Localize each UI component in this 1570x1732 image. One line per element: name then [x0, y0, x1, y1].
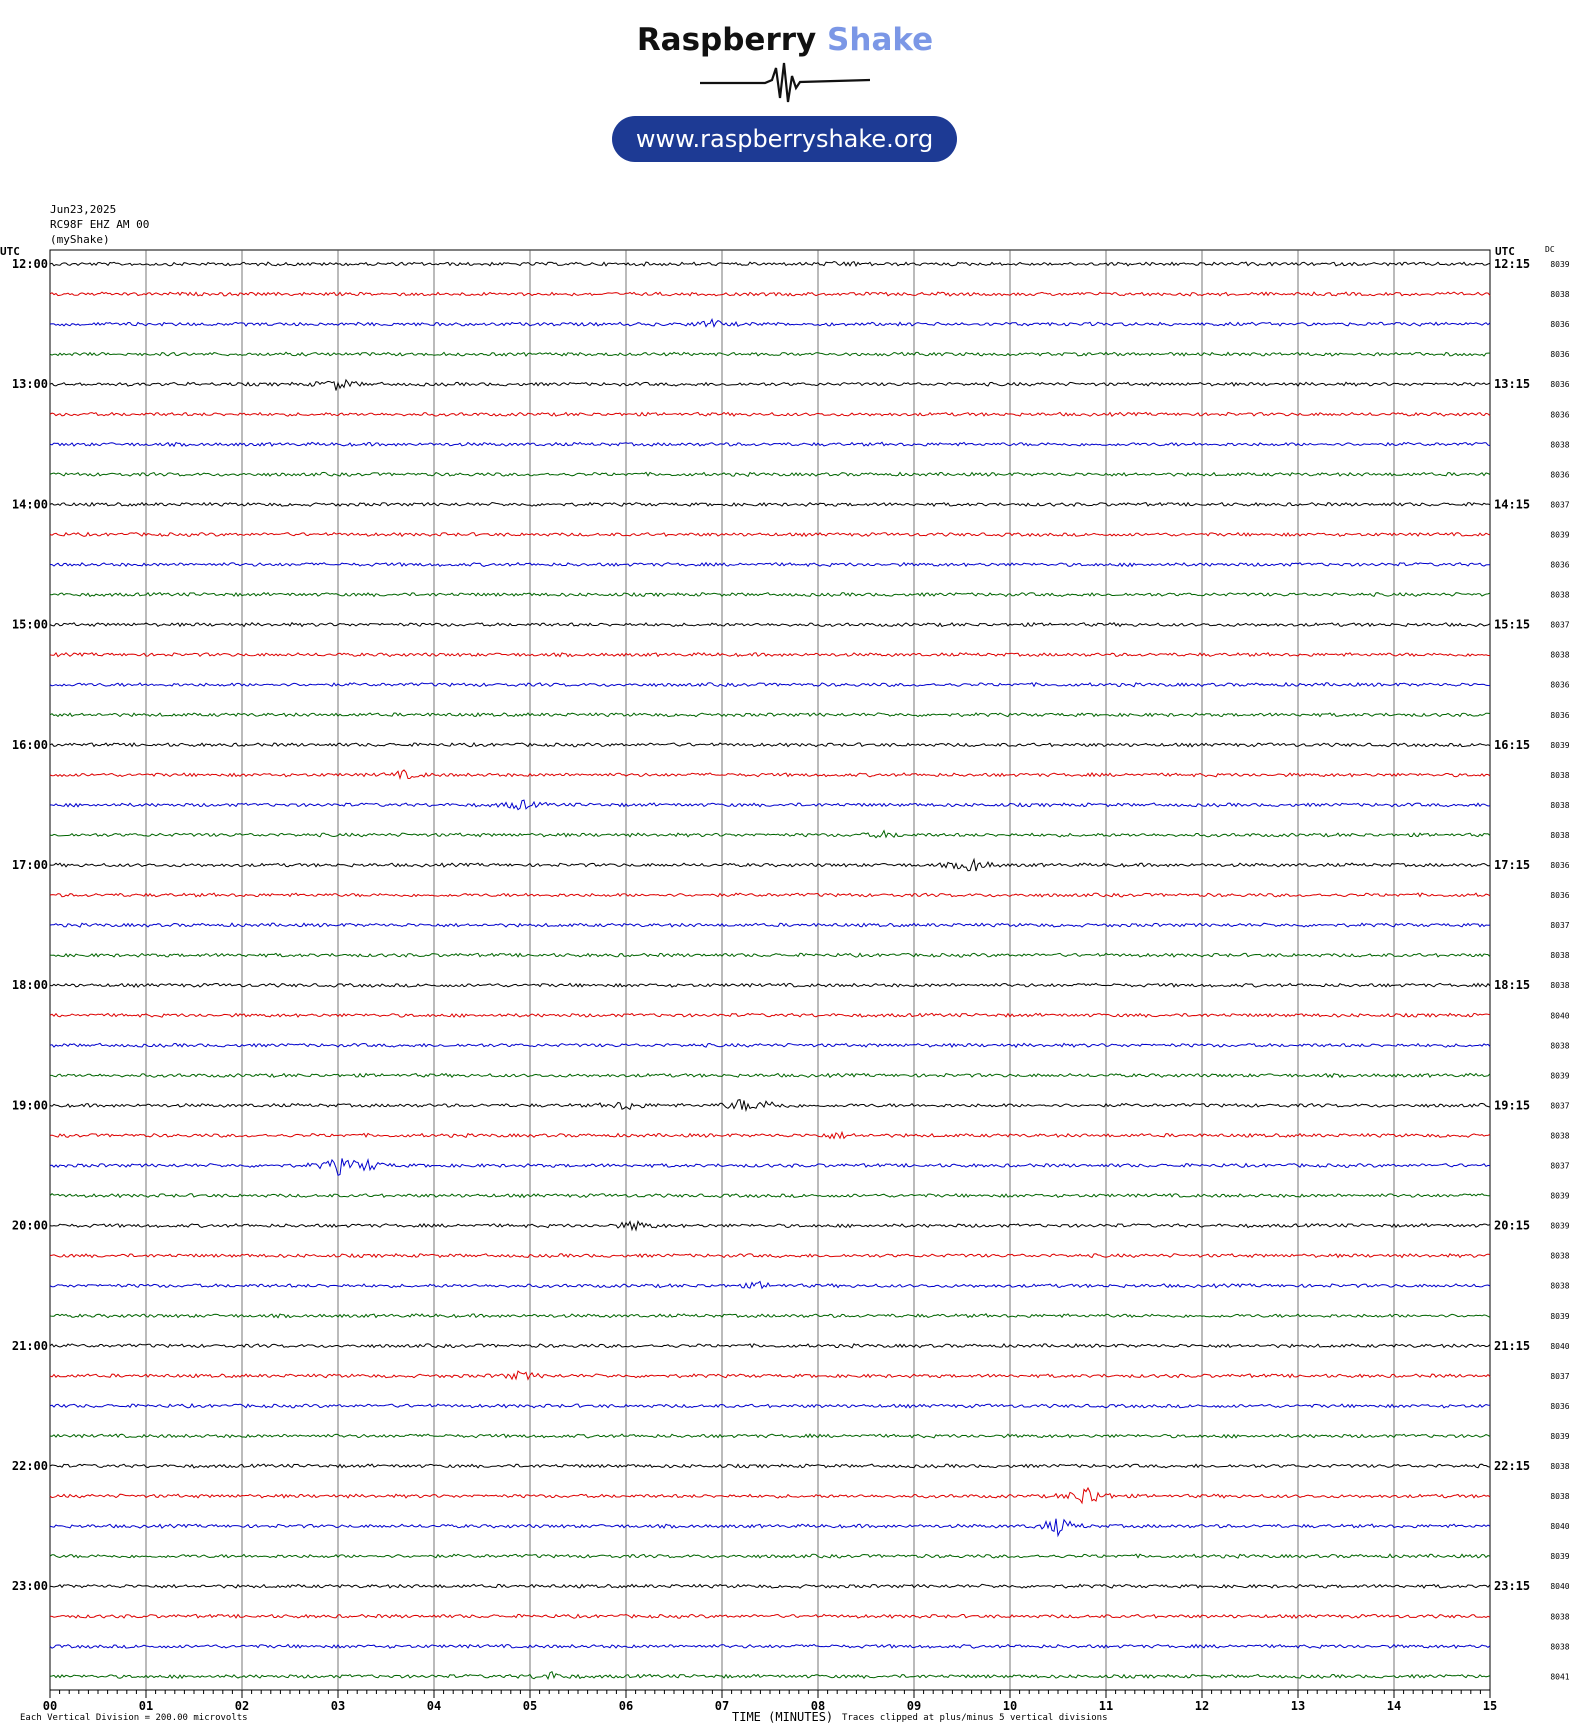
- hour-label-right: 22:15: [1494, 1459, 1531, 1473]
- seismic-trace: [50, 503, 1490, 507]
- dc-value: 8038: [1550, 830, 1570, 840]
- seismic-trace: [50, 770, 1490, 779]
- dc-value: 8040: [1550, 1011, 1570, 1021]
- hour-label-right: 17:15: [1494, 858, 1531, 872]
- hour-label-left: 18:00: [11, 978, 48, 993]
- seismic-trace: [50, 1221, 1490, 1230]
- hour-label-right: 19:15: [1494, 1098, 1531, 1113]
- dc-value: 8040: [1550, 1582, 1570, 1592]
- dc-value: 8039: [1550, 1071, 1570, 1081]
- dc-value: 8038: [1550, 290, 1570, 300]
- hour-label-left: 12:00: [11, 257, 48, 271]
- seismic-trace: [50, 262, 1490, 266]
- seismic-trace: [50, 743, 1490, 747]
- seismic-trace: [50, 1434, 1490, 1438]
- seismic-trace: [50, 1584, 1490, 1588]
- dc-value: 8036: [1550, 861, 1570, 870]
- dc-value: 8038: [1550, 770, 1570, 780]
- hour-label-left: 16:00: [11, 737, 48, 752]
- dc-value: 8039: [1550, 1191, 1570, 1201]
- seismic-trace: [50, 1132, 1490, 1138]
- x-tick-label: 02: [234, 1699, 250, 1713]
- seismic-wave-logo-icon: [700, 58, 870, 108]
- x-tick-label: 12: [1194, 1699, 1210, 1713]
- dc-value: 8038: [1550, 981, 1570, 991]
- dc-value: 8038: [1550, 1492, 1570, 1502]
- hour-label-left: 19:00: [11, 1098, 48, 1113]
- hour-label-left: 20:00: [11, 1218, 48, 1233]
- dc-value: 8038: [1550, 800, 1570, 810]
- seismic-trace: [50, 923, 1490, 927]
- x-tick-label: 00: [42, 1699, 58, 1713]
- dc-value: 8038: [1550, 1642, 1570, 1652]
- seismic-trace: [50, 442, 1490, 446]
- seismic-trace: [50, 953, 1490, 957]
- x-tick-label: 07: [714, 1699, 730, 1713]
- dc-value: 8036: [1550, 380, 1570, 390]
- seismic-trace: [50, 1282, 1490, 1289]
- dc-value: 8036: [1550, 410, 1570, 420]
- x-tick-label: 13: [1290, 1699, 1306, 1713]
- dc-value: 8039: [1550, 1552, 1570, 1562]
- hour-label-right: 14:15: [1494, 497, 1531, 512]
- seismic-trace: [50, 1344, 1490, 1348]
- dc-value: 8038: [1550, 1462, 1570, 1471]
- hour-label-left: 23:00: [11, 1579, 48, 1594]
- seismic-trace: [50, 1645, 1490, 1649]
- seismic-trace: [50, 1614, 1490, 1618]
- dc-value: 8036: [1550, 560, 1570, 570]
- seismic-trace: [50, 893, 1490, 897]
- x-tick-label: 15: [1482, 1699, 1498, 1713]
- seismic-trace: [50, 1314, 1490, 1318]
- x-tick-label: 08: [810, 1699, 826, 1713]
- dc-value: 8039: [1550, 740, 1570, 750]
- plot-date: Jun23,2025: [50, 203, 117, 216]
- hour-label-left: 21:00: [11, 1338, 48, 1353]
- utc-axis-label-right: UTC: [1495, 245, 1515, 258]
- hour-label-left: 15:00: [11, 617, 48, 632]
- hour-label-left: 22:00: [11, 1459, 48, 1473]
- seismic-trace: [50, 800, 1490, 810]
- dc-value: 8036: [1550, 320, 1570, 330]
- dc-value: 8038: [1550, 650, 1570, 660]
- x-tick-label: 04: [426, 1699, 442, 1713]
- hour-label-right: 21:15: [1494, 1338, 1531, 1353]
- brand-header: [0, 0, 1570, 185]
- hour-label-right: 12:15: [1494, 257, 1531, 271]
- hour-label-left: 13:00: [11, 377, 48, 392]
- dc-value: 8038: [1550, 440, 1570, 450]
- dc-value: 8036: [1550, 350, 1570, 360]
- seismic-trace: [50, 653, 1490, 657]
- plot-frame: [50, 250, 1490, 1690]
- seismic-trace: [50, 292, 1490, 296]
- x-tick-label: 11: [1098, 1699, 1114, 1713]
- dc-value: 8040: [1550, 1341, 1570, 1351]
- x-axis-title: TIME (MINUTES): [732, 1710, 834, 1724]
- seismic-trace: [50, 1464, 1490, 1468]
- dc-value: 8036: [1550, 1401, 1570, 1411]
- seismic-trace: [50, 472, 1490, 476]
- seismic-trace: [50, 983, 1490, 987]
- brand-logo-text: Raspberry Shake: [636, 22, 934, 58]
- seismic-trace: [50, 319, 1490, 326]
- hour-label-right: 13:15: [1494, 377, 1531, 392]
- seismic-trace: [50, 533, 1490, 537]
- seismic-trace: [50, 563, 1490, 567]
- dc-value: 8036: [1550, 891, 1570, 901]
- seismic-trace: [50, 1194, 1490, 1198]
- dc-value: 8038: [1550, 1251, 1570, 1261]
- seismic-trace: [50, 1519, 1490, 1536]
- station-id: RC98F EHZ AM 00: [50, 218, 150, 231]
- seismic-trace: [50, 1488, 1490, 1503]
- dc-value: 8037: [1550, 620, 1570, 630]
- dc-value: 8038: [1550, 1281, 1570, 1291]
- website-url-badge[interactable]: www.raspberryshake.org: [612, 116, 957, 162]
- hour-label-right: 23:15: [1494, 1579, 1531, 1594]
- dc-value: 8038: [1550, 1131, 1570, 1141]
- seismic-trace: [50, 831, 1490, 838]
- seismic-trace: [50, 623, 1490, 627]
- dc-value: 8040: [1550, 1522, 1570, 1532]
- dc-value: 8038: [1550, 1041, 1570, 1051]
- dc-value: 8036: [1550, 470, 1570, 480]
- x-tick-label: 03: [330, 1699, 346, 1713]
- seismic-trace: [50, 1672, 1490, 1679]
- x-tick-label: 01: [138, 1699, 154, 1713]
- dc-value: 8039: [1550, 1311, 1570, 1321]
- seismic-trace: [50, 1404, 1490, 1408]
- hour-label-right: 15:15: [1494, 617, 1531, 632]
- clip-note: Traces clipped at plus/minus 5 vertical divisions: [842, 1713, 1108, 1723]
- hour-label-right: 18:15: [1494, 978, 1531, 993]
- seismic-trace: [50, 1100, 1490, 1111]
- dc-column-label: DC: [1545, 245, 1555, 254]
- hour-label-right: 20:15: [1494, 1218, 1531, 1233]
- hour-label-left: 17:00: [11, 858, 48, 872]
- seismic-trace: [50, 380, 1490, 391]
- seismic-trace: [50, 1254, 1490, 1258]
- helicorder-plot: [0, 240, 1570, 1732]
- seismic-trace: [50, 713, 1490, 717]
- utc-axis-label-left: UTC: [0, 245, 20, 258]
- x-tick-label: 05: [522, 1699, 538, 1713]
- scale-note: Each Vertical Division = 200.00 microvolts: [20, 1713, 248, 1723]
- dc-value: 8039: [1550, 530, 1570, 540]
- hour-label-left: 14:00: [11, 497, 48, 512]
- seismic-trace: [50, 1043, 1490, 1047]
- seismic-trace: [50, 1554, 1490, 1558]
- dc-value: 8036: [1550, 680, 1570, 690]
- seismic-trace: [50, 1158, 1490, 1175]
- x-tick-label: 14: [1386, 1699, 1402, 1713]
- seismic-trace: [50, 412, 1490, 416]
- dc-value: 8038: [1550, 951, 1570, 961]
- dc-value: 8036: [1550, 710, 1570, 720]
- dc-value: 8037: [1550, 1161, 1570, 1171]
- dc-value: 8039: [1550, 1431, 1570, 1441]
- seismic-trace: [50, 352, 1490, 356]
- seismic-trace: [50, 593, 1490, 597]
- dc-value: 8041: [1550, 1672, 1570, 1682]
- seismic-trace: [50, 1073, 1490, 1077]
- x-tick-label: 09: [906, 1699, 922, 1713]
- dc-value: 8037: [1550, 921, 1570, 931]
- dc-value: 8039: [1550, 1221, 1570, 1231]
- dc-value: 8038: [1550, 1612, 1570, 1622]
- dc-value: 8037: [1550, 1101, 1570, 1111]
- hour-label-right: 16:15: [1494, 737, 1531, 752]
- x-tick-label: 10: [1002, 1699, 1018, 1713]
- dc-value: 8039: [1550, 260, 1570, 269]
- seismic-trace: [50, 859, 1490, 871]
- dc-value: 8037: [1550, 1371, 1570, 1381]
- seismic-trace: [50, 1371, 1490, 1379]
- seismic-trace: [50, 1013, 1490, 1017]
- x-tick-label: 06: [618, 1699, 634, 1713]
- dc-value: 8037: [1550, 500, 1570, 510]
- dc-value: 8038: [1550, 590, 1570, 600]
- seismic-trace: [50, 683, 1490, 687]
- data-source: (myShake): [50, 233, 110, 246]
